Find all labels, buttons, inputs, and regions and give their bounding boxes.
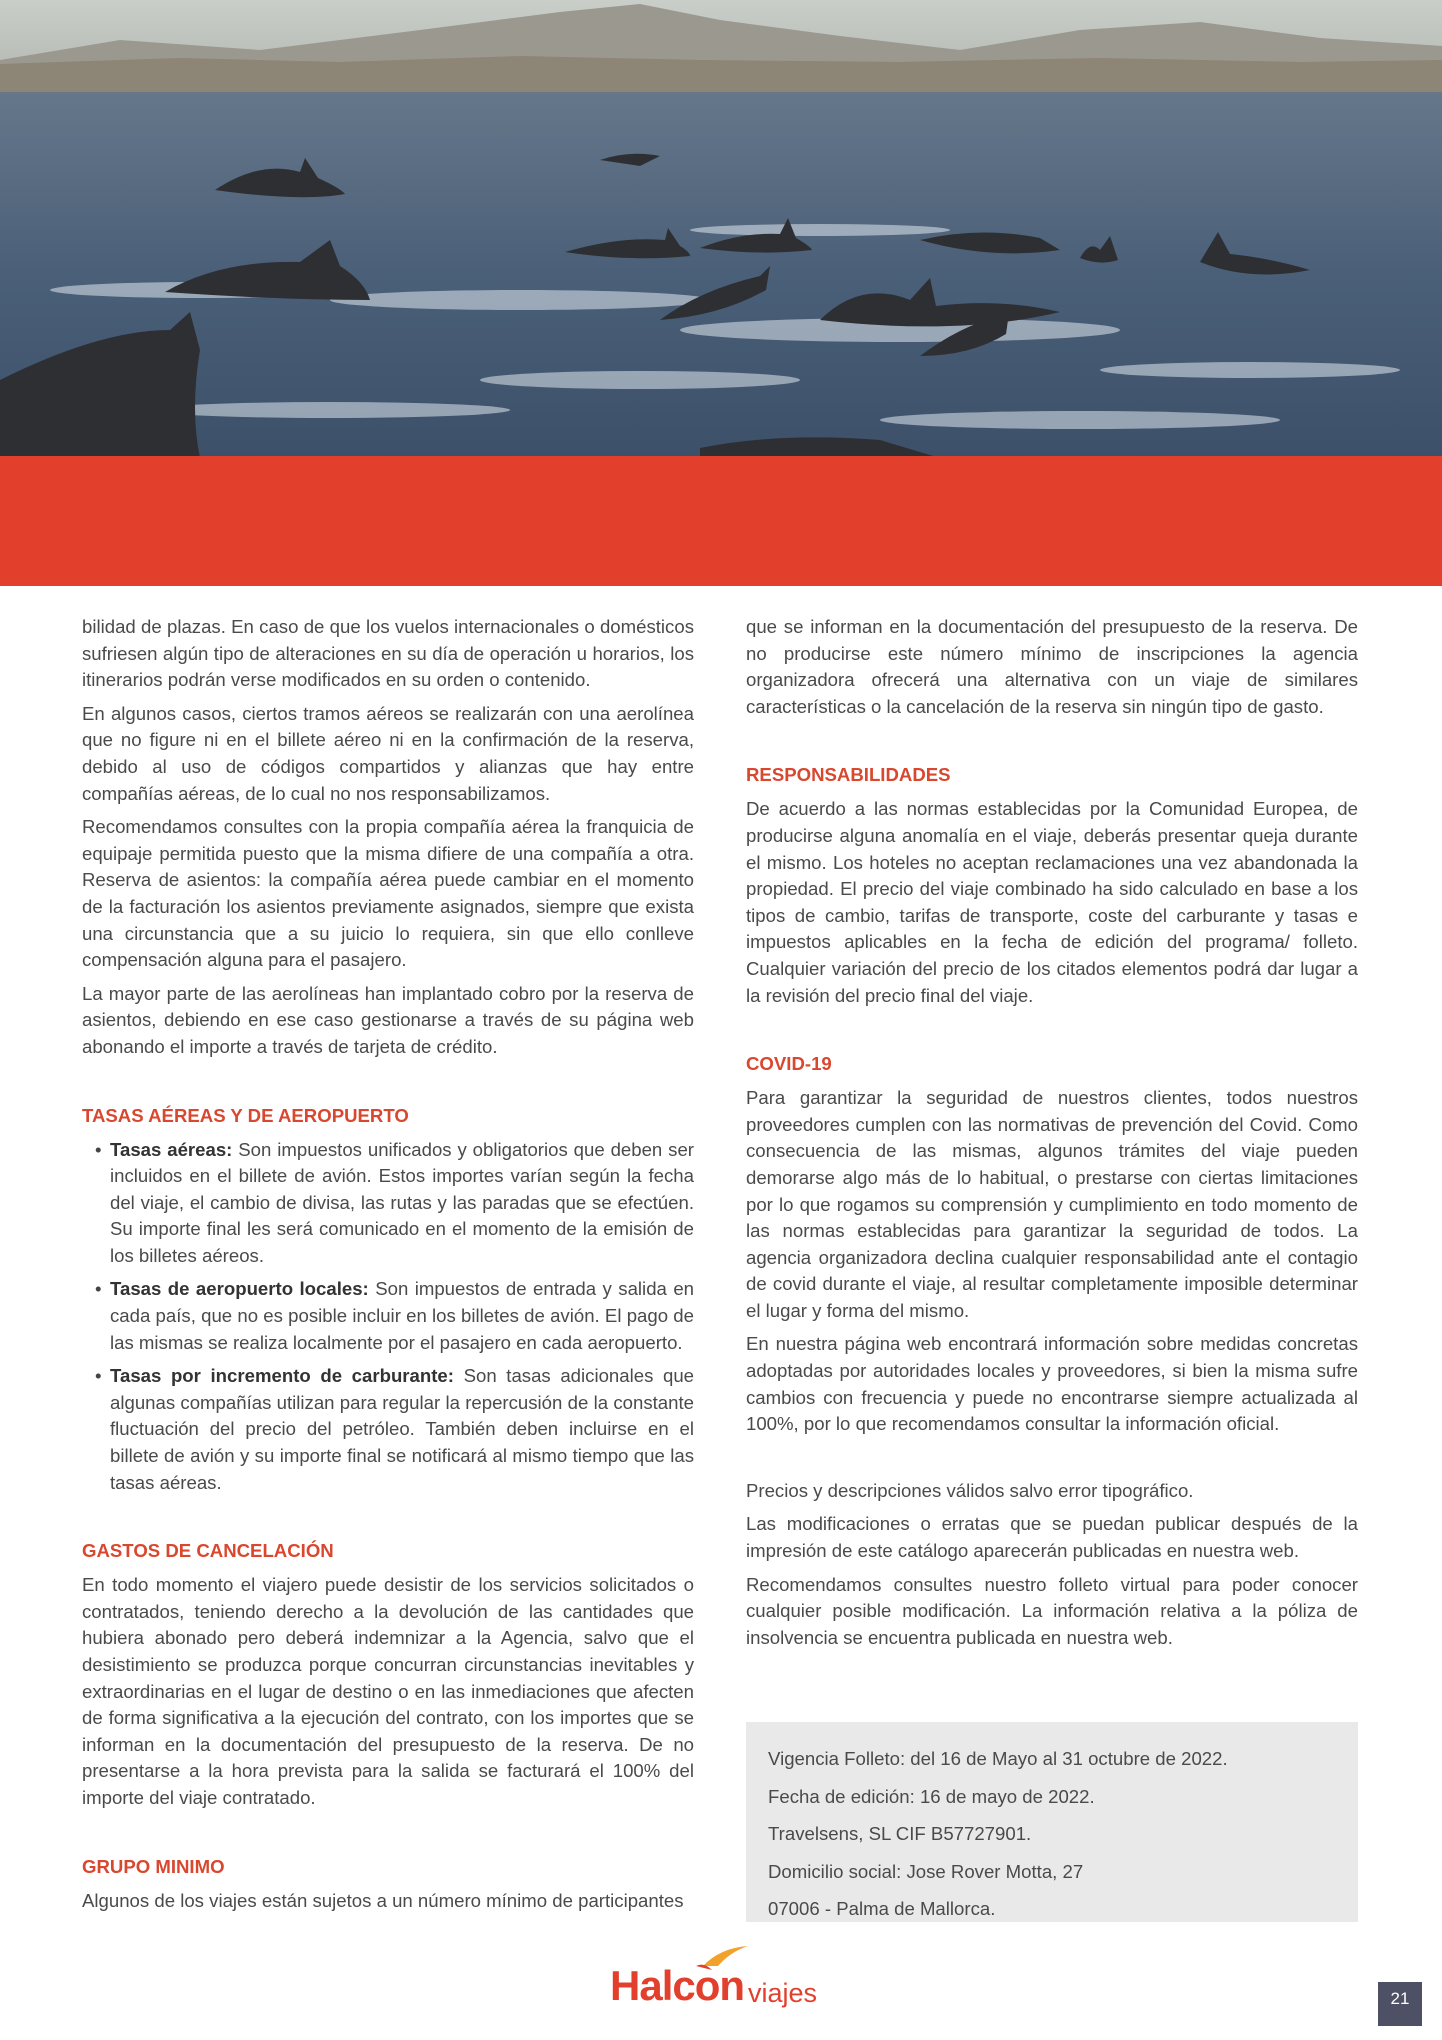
paragraph: Las modificaciones o erratas que se puedan publicar después de la impresión de este catálogo aparecerán publicadas en nuestra web. xyxy=(746,1513,1358,1562)
paragraph: En nuestra página web encontrará información sobre medidas concretas adoptadas por autoridades locales y proveedores, si bien la misma sufre cambios con frecuencia y puede no encontrarse siempre actualizada al 100%, por lo que recomendamos consultar la información oficial. xyxy=(746,1333,1358,1435)
dolphins-sea-photo xyxy=(0,0,1442,458)
logo-sub-text: viajes xyxy=(748,1978,818,2008)
list-item-text: Son impuestos de entrada y salida en cada país, que no es posible incluir en los billetes de avión. El pago de las mismas se realiza localmente por el pasajero en cada aeropuerto. xyxy=(110,1278,695,1353)
halcon-viajes-logo xyxy=(608,1944,828,2014)
paragraph: Algunos de los viajes están sujetos a un número mínimo de participantes xyxy=(82,1889,684,1911)
paragraph: La mayor parte de las aerolíneas han implantado cobro por la reserva de asientos, debiendo en ese caso gestionarse a través de su página web abonando el importe a través de tarjeta de crédito. xyxy=(82,982,694,1057)
section-heading-gastos: GASTOS DE CANCELACIÓN xyxy=(82,1540,334,1562)
paragraph: Recomendamos consultes con la propia compañía aérea la franquicia de equipaje permitida puesto que la misma difiere de una compañía a otra. Reserva de asientos: la compañía aérea puede cambiar en el momento de la facturación los asientos previamente asignados, siempre que exista una circunstancia que a su juicio lo requiera, sin que ello conlleve compensación alguna para el pasajero. xyxy=(82,816,694,971)
paragraph: que se informan en la documentación del presupuesto de la reserva. De no producirse este número mínimo de inscripciones la agencia organizadora ofrecerá una alternativa con un viaje de similares características o la cancelación de la reserva sin ningún tipo de gasto. xyxy=(746,616,1358,717)
list-item-term: Tasas de aeropuerto locales: xyxy=(110,1278,369,1300)
list-item-term: Tasas por incremento de carburante: xyxy=(110,1365,454,1387)
edition-date: Fecha de edición: 16 de mayo de 2022. xyxy=(768,1785,1095,1807)
section-heading-tasas: TASAS AÉREAS Y DE AEROPUERTO xyxy=(82,1104,409,1126)
list-item xyxy=(110,1137,694,1270)
logo-main-text: Halcon xyxy=(610,1962,745,2009)
paragraph: Para garantizar la seguridad de nuestros clientes, todos nuestros proveedores cumplen con las normativas de prevención del Covid. Como consecuencia de las mismas, algunos trámites del viaje pueden demorarse algo más de lo habitual, o prestarse con ciertas limitaciones por lo que rogamos su comprensión y cumplimiento en todo momento de las normas establecidas para garantizar la seguridad de todos. La agencia organizadora declina cualquier responsabilidad ante el contagio de covid durante el viaje, al resultar completamente imposible determinar el lugar y forma del mismo. xyxy=(746,1087,1358,1321)
paragraph: Precios y descripciones válidos salvo error tipográfico. xyxy=(746,1479,1194,1501)
postal-city: 07006 - Palma de Mallorca. xyxy=(768,1898,996,1919)
list-item-term: Tasas aéreas: xyxy=(110,1138,233,1160)
list-item xyxy=(110,1276,694,1356)
right-column xyxy=(746,614,1358,1658)
paragraph: En algunos casos, ciertos tramos aéreos se realizarán con una aerolínea que no figure ni en el billete aéreo ni en la confirmación de la reserva, debido al uso de códigos compartidos y alianzas que hay entre compañías aéreas, de lo cual no nos responsabilizamos. xyxy=(82,702,694,804)
page-number: 21 xyxy=(1378,1982,1422,2026)
list-item xyxy=(110,1363,694,1496)
registered-address: Domicilio social: Jose Rover Motta, 27 xyxy=(768,1860,1084,1882)
paragraph: De acuerdo a las normas establecidas por la Comunidad Europea, de producirse alguna anomalía en el viaje, deberás presentar queja durante el mismo. Los hoteles no aceptan reclamaciones una vez abandonada la propiedad. El precio del viaje combinado ha sido calculado en base a los tipos de cambio, tarifas de transporte, coste del carburante y tasas e impuestos aplicables en la fecha de edición del programa/ folleto. Cualquier variación del precio de los citados elementos podrá dar lugar a la revisión del precio final del viaje. xyxy=(746,798,1358,1006)
paragraph: bilidad de plazas. En caso de que los vuelos internacionales o domésticos sufriesen algún tipo de alteraciones en su día de operación u horarios, los itinerarios podrán verse modificados en su orden o contenido. xyxy=(82,616,694,691)
tasas-list xyxy=(82,1137,694,1497)
left-column xyxy=(82,614,694,1921)
list-item-text: Son tasas adicionales que algunas compañías utilizan para regular la repercusión de la constante fluctuación del precio del petróleo. También deben incluirse en el billete de avión y su importe final se notificará al mismo tiempo que las tasas aéreas. xyxy=(110,1365,695,1493)
brochure-info-box xyxy=(746,1722,1358,1922)
section-heading-responsabilidades: RESPONSABILIDADES xyxy=(746,764,951,786)
section-heading-grupo: GRUPO MINIMO xyxy=(82,1855,225,1877)
company-id: Travelsens, SL CIF B57727901. xyxy=(768,1823,1032,1844)
paragraph: Recomendamos consultes nuestro folleto virtual para poder conocer cualquier posible modificación. La información relativa a la póliza de insolvencia se encuentra publicada en nuestra web. xyxy=(746,1573,1358,1648)
red-banner xyxy=(0,456,1442,586)
validity-text: Vigencia Folleto: del 16 de Mayo al 31 octubre de 2022. xyxy=(768,1748,1228,1769)
list-item-text: Son impuestos unificados y obligatorios que deben ser incluidos en el billete de avión. Estos importes varían según la fecha del viaje, el cambio de divisa, las rutas y las paradas que se efectúen. Su importe final les será comunicado en el momento de la emisión de los billetes aéreos. xyxy=(110,1138,694,1266)
section-heading-covid: COVID-19 xyxy=(746,1053,832,1075)
paragraph: En todo momento el viajero puede desistir de los servicios solicitados o contratados, teniendo derecho a la devolución de las cantidades que hubiera abonado pero deberá indemnizar a la Agencia, salvo que el desistimiento se produzca porque concurran circunstancias inevitables y extraordinarias en el lugar de destino o en las inmediaciones que afecten de forma significativa a la ejecución del contrato, con los importes que se informan en la documentación del presupuesto de la reserva. De no presentarse a la hora prevista para la salida se facturará el 100% del importe del viaje contratado. xyxy=(82,1574,694,1808)
